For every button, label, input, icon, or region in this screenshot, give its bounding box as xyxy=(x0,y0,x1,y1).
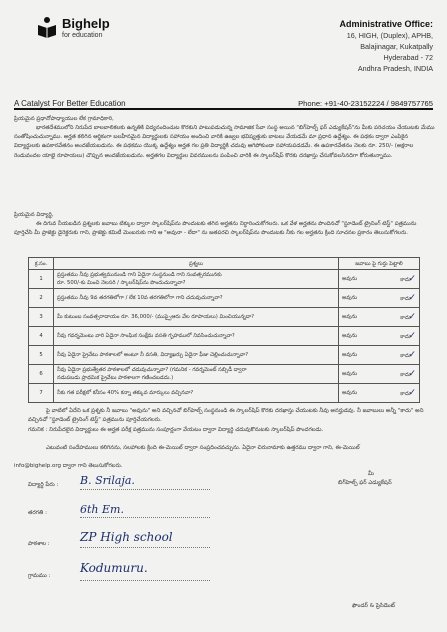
answer-options xyxy=(342,293,416,303)
answer-no-label: కాదు xyxy=(400,334,411,340)
answer-yes-option[interactable]: అవును xyxy=(342,276,358,282)
question-text xyxy=(54,308,339,327)
answer-no-label: కాదు xyxy=(400,296,411,302)
answer-yes-option[interactable]: అవును xyxy=(342,371,358,377)
answer-options xyxy=(342,312,416,322)
question-number: 4 xyxy=(29,327,54,346)
answer-no-option[interactable] xyxy=(400,350,416,360)
question-number: 5 xyxy=(29,346,54,365)
answer-options xyxy=(342,274,416,284)
question-text xyxy=(54,327,339,346)
address-line: Hyderabad - 72 xyxy=(383,53,433,62)
question-row xyxy=(29,327,420,346)
village-value: Kodumuru. xyxy=(80,561,148,575)
answer-no-option[interactable] xyxy=(400,369,416,379)
question-line: మీ కుటుంబ సంవత్సరాదాయం రూ. 36,000/- (ముప్పైఆరు వేల రూపాయలు) మించియున్నదా? xyxy=(57,314,255,320)
eligibility-questionnaire-table xyxy=(28,257,420,403)
answer-no-option[interactable] xyxy=(400,293,416,303)
column-header-serial: క్ర.సం. xyxy=(29,258,54,270)
student-name-label: విద్యార్థి పేరు : xyxy=(28,482,59,488)
checkmark-icon: ✓ xyxy=(408,369,416,379)
answer-options xyxy=(342,369,416,379)
question-text xyxy=(54,270,339,289)
village-line xyxy=(80,580,210,581)
answer-no-label: కాదు xyxy=(400,372,411,378)
question-line: ప్రస్తుతము నీవు 9వ తరగతిలోగా / లేక 10వ తరగతిలోగా గాని చదువుచున్నావా? xyxy=(57,295,223,301)
checkmark-icon: ✓ xyxy=(408,331,416,341)
question-text xyxy=(54,346,339,365)
question-number: 2 xyxy=(29,289,54,308)
school-label: పాఠశాల : xyxy=(28,541,50,547)
answer-cell xyxy=(339,384,420,403)
question-row xyxy=(29,384,420,403)
instructions-paragraph: ఈ దిగువ నీయబడిన ప్రశ్నలకు జవాబు టిక్కుల ద్వారా స్కాలర్‌షిప్‌ను పొందుటకు తగిన అర్హతను నిర్ధారించుకోగలరు. ఒక వేళ అర్హతను పొందినచో "స్టూడెంట్ ట్రైనింగ్ టెస్ట్" పత్రమును పూర్తిచేసి మీ ప్రాజెక్టు డైరెక్టరుకు గాని, ప్రాజెక్టు కమిటీ మెంబరుకు గాని ఆ "అవునా - లేదా" ను జతపరచి స్కాలర్‌షిప్‌ను పొందుటకు నీకు గల అర్హతను క్రింది సూచనల ప్రకారం తెలుసుకోగలరు. xyxy=(14,221,417,237)
header-divider xyxy=(14,108,433,110)
result-paragraph: పై వాటిలో ఏదేని ఒక ప్రశ్నకు నీ జవాబు "అవును" అని వచ్చినచో బిగ్‌హెల్ప్ సంస్థనుండి ఈ స్కాలర్‌షిప్ కొరకు దరఖాస్తు చేయుటకు నీవు అనర్హుడవు. నీ జవాబులు అన్నీ "కాదు" అని వచ్చినచో "స్టూడెంట్ ట్రైనింగ్ టెస్ట్" పత్రమును పూర్తిచేయగలరు. xyxy=(28,408,424,424)
question-number: 1 xyxy=(29,270,54,289)
intro-paragraph: భారతదేశములోని నిరుపేద బాలబాలికలకు ఉన్నతికి విద్యనందించుట కొరకుని పాటుపడుచున్న సామాజిక సేవా సంస్థ అయిన "బిగ్‌హెల్ప్ ఫర్ ఎడ్యుకేషన్"ను మీకు పరిచయం చేయుటకు మేము సంతోషించుచున్నాము. అర్హత కలిగిన ఆర్థికంగా బలహీనమైన విద్యార్థులకు సహాయం అందించి వారికి ఉజ్వల భవిష్యత్తుకు బాటలు వేయడమే మా ప్రధాన ఉద్దేశ్యం. ఈ పథకం ద్వారా ఎంపికైన విద్యార్థులకు ఉపకారవేతనం అందజేయబడును. ఈ పథకము యొక్క ఉద్దేశ్యం అర్హత గల ప్రతి విద్యార్థికి చదువు ఆగిపోకుండా సహాయపడడమే. ఈ ఉపకారవేతనం నెలకు రూ. 250/- (అక్షరాల రెండువందల యాభై రూపాయలు) చొప్పున అందజేయబడును. అర్హతగల విద్యార్థుల వివరములను పంపించి వారికి ఈ స్కాలర్‌షిప్ కొరకు దరఖాస్తు చేసుకోవలసినదిగా కోరుతున్నాము. xyxy=(14,125,435,159)
office-title: Administrative Office: xyxy=(339,19,433,29)
question-row xyxy=(29,365,420,384)
answer-no-option[interactable] xyxy=(400,331,416,341)
answer-cell xyxy=(339,365,420,384)
answer-options xyxy=(342,350,416,360)
salutation: ప్రియమైన ప్రధానోపాధ్యాయుల లేక గ్రామాధికారి, xyxy=(14,116,114,122)
address-line: 16, HIGH, (Duplex), APHB, xyxy=(346,31,433,40)
contact-paragraph: ఎటువంటి సందేహములు కలిగినను, సలహాలకు క్రింది ఈ-మెయిల్ ద్వారా సంప్రదించవచ్చును. ఏదైనా చిరునామాకు ఉత్తరము ద్వారా గాని, ఈ-మెయిల్ xyxy=(46,445,360,451)
signoff-org: బిగ్‌హెల్ప్ ఫర్ ఎడ్యుకేషన్ xyxy=(338,480,392,486)
student-name-value: B. Srilaja. xyxy=(80,474,135,487)
question-line: నీవు ఏదైనా ప్రైవేటు పాఠశాలలో అంటూ నీ వసతి, విద్యాఖర్చు ఏదైనా ఫీజు చెల్లించుచున్నావా? xyxy=(57,352,249,358)
answer-cell xyxy=(339,289,420,308)
brand-subtitle: for education xyxy=(62,32,103,39)
checkmark-icon: ✓ xyxy=(408,350,416,360)
question-line: నీకు గత పరీక్షలో కనీసం 40% కన్నా తక్కువ మార్కులు వచ్చినవా? xyxy=(57,390,194,396)
class-value: 6th Em. xyxy=(80,503,124,516)
question-line: రూ. 500/-కు మించి నెలసరి / స్కాలర్‌షిప్‌ను పొందుచున్నావా? xyxy=(57,280,186,286)
class-label: తరగతి : xyxy=(28,510,47,516)
answer-yes-option[interactable]: అవును xyxy=(342,390,358,396)
class-line xyxy=(80,517,210,518)
answer-no-option[interactable] xyxy=(400,388,416,398)
question-line: నడుపబడు ప్రాథమిక ప్రైవేటు పాఠశాలగా గణించబడదు.) xyxy=(57,375,174,381)
email-line: info@bighelp.org ద్వారా గాని తెలుసుకోగలరు. xyxy=(14,463,123,469)
answer-yes-option[interactable]: అవును xyxy=(342,333,358,339)
answer-cell xyxy=(339,346,420,365)
tagline: A Catalyst For Better Education xyxy=(14,99,126,108)
bighelp-logo-icon xyxy=(36,16,58,38)
question-text xyxy=(54,289,339,308)
question-row xyxy=(29,270,420,289)
checkmark-icon: ✓ xyxy=(408,312,416,322)
question-text xyxy=(54,365,339,384)
address-line: Balajinagar, Kukatpally xyxy=(360,42,433,51)
brand-name: Bighelp xyxy=(62,16,110,31)
student-greeting: ప్రియమైన విద్యార్థి, xyxy=(14,212,54,218)
answer-cell xyxy=(339,308,420,327)
answer-cell xyxy=(339,327,420,346)
question-number: 6 xyxy=(29,365,54,384)
question-line: నీవు ఏదైనా ప్రభుత్వేతర పాఠశాలలో చదువుచున్నావా? (గమనిక - గవర్నమెంట్ సబ్సిడీ ద్వారా xyxy=(57,367,247,373)
answer-yes-option[interactable]: అవును xyxy=(342,314,358,320)
question-line: ప్రస్తుతము నీవు ప్రభుత్వమునుండి గాని ఏదైనా సంస్థనుండి గాని సంవత్సరమునకు xyxy=(57,272,222,278)
answer-no-option[interactable] xyxy=(400,312,416,322)
questionnaire-body xyxy=(29,270,420,403)
answer-no-label: కాదు xyxy=(400,391,411,397)
answer-options xyxy=(342,331,416,341)
question-number: 3 xyxy=(29,308,54,327)
office-address xyxy=(243,18,433,74)
answer-no-option[interactable] xyxy=(400,274,416,284)
answer-cell xyxy=(339,270,420,289)
column-header-questions: ప్రశ్నలు xyxy=(54,258,339,270)
address-line: Andhra Pradesh, INDIA xyxy=(357,64,433,73)
answer-no-label: కాదు xyxy=(400,353,411,359)
question-row xyxy=(29,346,420,365)
question-row xyxy=(29,289,420,308)
signoff-from: మీ xyxy=(368,471,374,477)
checkmark-icon: ✓ xyxy=(408,293,416,303)
table-header-row xyxy=(29,258,420,270)
question-text xyxy=(54,384,339,403)
note-paragraph: గమనిక : నిరుపేదలైన విద్యార్థులు ఈ అర్హత పరీక్ష పత్రమును సంపూర్ణంగా వేయటం ద్వారా విద్యార్థి చదువుకొనుటకు స్కాలర్‌షిప్ పొందగలడు. xyxy=(28,427,324,433)
signoff-title: ఫౌండర్ & ప్రెసిడెంట్ xyxy=(352,603,395,609)
answer-options xyxy=(342,388,416,398)
checkmark-icon: ✓ xyxy=(408,388,416,398)
question-line: నీవు గవర్నమెంటు వారి ఏదైనా సాంఘిక సంక్షేమ వసతి గృహములో నివసించుచున్నావా? xyxy=(57,333,235,339)
school-line xyxy=(80,547,210,548)
school-value: ZP High school xyxy=(80,530,173,544)
village-label: గ్రామము : xyxy=(28,573,51,579)
question-number: 7 xyxy=(29,384,54,403)
checkmark-icon: ✓ xyxy=(408,274,416,284)
phone-number: Phone: +91-40-23152224 / 9849757765 xyxy=(298,99,433,108)
question-row xyxy=(29,308,420,327)
student-name-line xyxy=(80,489,210,490)
column-header-answer: జవాబు పై గుర్తు పెట్టాలి xyxy=(339,258,420,270)
answer-yes-option[interactable]: అవును xyxy=(342,295,358,301)
answer-no-label: కాదు xyxy=(400,315,411,321)
answer-no-label: కాదు xyxy=(400,277,411,283)
answer-yes-option[interactable]: అవును xyxy=(342,352,358,358)
